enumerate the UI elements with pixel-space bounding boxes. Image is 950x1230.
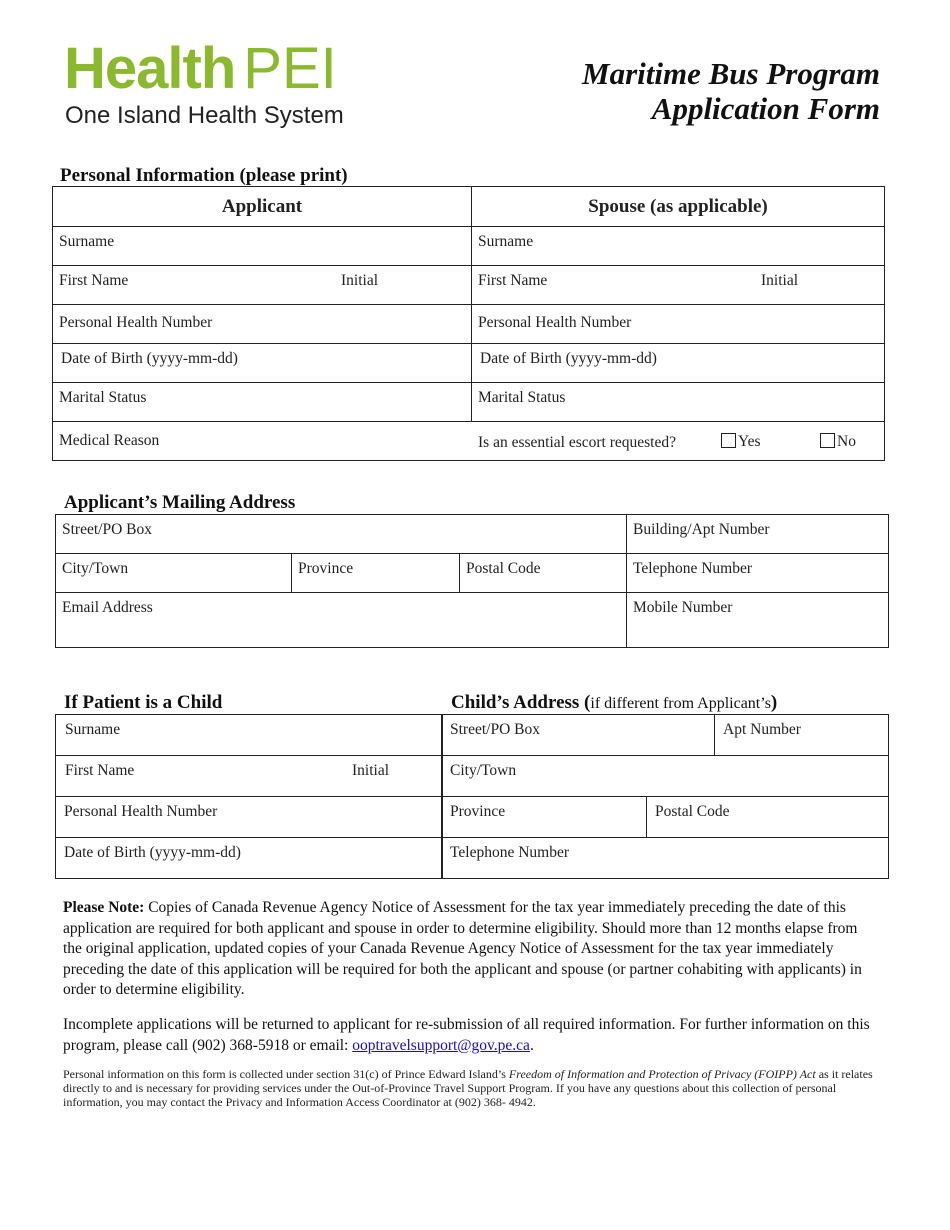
form-title-line2: Application Form [651, 91, 880, 126]
child-info-table [55, 714, 443, 879]
escort-yes-checkbox[interactable] [721, 433, 736, 448]
please-note-paragraph [63, 898, 878, 1001]
applicant-column-header: Applicant [53, 187, 472, 227]
child-province-field[interactable] [442, 797, 647, 838]
applicant-marital-field[interactable] [53, 383, 472, 422]
applicant-surname-field[interactable] [53, 227, 472, 266]
mailing-province-field[interactable] [292, 554, 460, 593]
mailing-postal-label: Postal Code [466, 560, 541, 577]
mailing-telephone-field[interactable] [627, 554, 889, 593]
child-address-heading-note: if different from Applicant’s [590, 695, 771, 712]
privacy-text-2: as it relates directly to and is necessary for providing services under the Out-of-Province Travel Support Program. If you have any questions about this collection of personal information, you may contact the Privacy and Information Access Coordinator at (902) 368- 4942. [63, 1067, 873, 1109]
child-apt-field[interactable] [715, 715, 889, 756]
privacy-text-1: Personal information on this form is collected under section 31(c) of Prince Edward Island’s [63, 1067, 509, 1081]
personal-info-heading [60, 165, 348, 187]
please-note-label: Please Note: [63, 899, 145, 916]
mailing-building-label: Building/Apt Number [633, 521, 770, 538]
mailing-city-label: City/Town [62, 560, 129, 577]
child-dob-field[interactable] [56, 838, 443, 879]
escort-no-label: No [837, 433, 856, 450]
applicant-phn-field[interactable] [53, 305, 472, 344]
child-telephone-field[interactable] [442, 838, 889, 879]
applicant-surname-label: Surname [59, 233, 115, 250]
medical-reason-row[interactable] [53, 422, 885, 461]
child-city-label: City/Town [450, 762, 517, 779]
privacy-act-name: Freedom of Information and Protection of Privacy (FOIPP) Act [508, 1067, 816, 1081]
medical-reason-label: Medical Reason [59, 432, 160, 449]
child-phn-field[interactable] [56, 797, 443, 838]
child-heading: If Patient is a Child [64, 692, 223, 713]
child-phn-label: Personal Health Number [64, 803, 218, 820]
mailing-street-label: Street/PO Box [62, 521, 152, 538]
form-title [582, 56, 880, 126]
applicant-dob-field[interactable] [53, 344, 472, 383]
mailing-street-field[interactable] [56, 515, 627, 554]
mailing-email-label: Email Address [62, 599, 153, 616]
logo-pei-text: PEI [243, 36, 337, 101]
escort-no-checkbox[interactable] [820, 433, 835, 448]
child-telephone-label: Telephone Number [450, 844, 569, 861]
incomplete-period: . [529, 1036, 534, 1054]
escort-question: Is an essential escort requested? [478, 434, 676, 451]
applicant-dob-label: Date of Birth (yyyy-mm-dd) [61, 350, 238, 367]
child-first-name-label: First Name [65, 762, 135, 779]
mailing-address-table [55, 514, 889, 648]
spouse-phn-field[interactable] [472, 305, 885, 344]
child-address-table [441, 714, 889, 879]
child-initial-label: Initial [352, 762, 390, 779]
logo-health-text: Health [64, 36, 236, 101]
child-address-heading-text: Child’s Address ( [451, 692, 591, 713]
spouse-marital-field[interactable] [472, 383, 885, 422]
child-province-label: Province [450, 803, 506, 820]
mailing-address-heading: Applicant’s Mailing Address [64, 492, 296, 513]
mailing-building-field[interactable] [627, 515, 889, 554]
applicant-phn-label: Personal Health Number [59, 314, 213, 331]
child-street-field[interactable] [442, 715, 715, 756]
spouse-marital-label: Marital Status [478, 389, 566, 406]
child-address-heading [451, 692, 777, 714]
privacy-notice [63, 1067, 878, 1109]
mailing-telephone-label: Telephone Number [633, 560, 753, 577]
child-city-field[interactable] [442, 756, 889, 797]
health-pei-logo [64, 36, 337, 101]
please-note-text: Copies of Canada Revenue Agency Notice of Assessment for the tax year immediately preceding the date of this application are required for both applicant and spouse in order to determine eligibility. Should more than 12 months elapse from the original application, updated copies of your Canada Revenue Agency Notice of Assessment for the tax year immediately preceding the date of this application will be required for both the applicant and spouse (or partner cohabiting with applicants) in order to determine eligibility. [63, 899, 862, 998]
personal-info-table [52, 186, 885, 461]
child-surname-label: Surname [65, 721, 121, 738]
child-first-name-field[interactable] [56, 756, 443, 797]
escort-yes-option[interactable] [721, 433, 761, 451]
incomplete-applications-paragraph [63, 1015, 878, 1056]
form-title-line1: Maritime Bus Program [582, 56, 880, 91]
spouse-initial-label: Initial [761, 272, 799, 289]
support-email-link[interactable]: ooptravelsupport@gov.pe.ca [352, 1036, 530, 1054]
child-dob-label: Date of Birth (yyyy-mm-dd) [64, 844, 241, 861]
applicant-initial-label: Initial [341, 272, 379, 289]
personal-info-heading-text: Personal Information [60, 165, 235, 186]
spouse-column-header: Spouse (as applicable) [472, 187, 885, 227]
spouse-surname-label: Surname [478, 233, 534, 250]
personal-info-heading-note: (please print) [239, 165, 348, 186]
mailing-postal-field[interactable] [460, 554, 627, 593]
spouse-dob-label: Date of Birth (yyyy-mm-dd) [480, 350, 657, 367]
child-postal-field[interactable] [647, 797, 889, 838]
spouse-dob-field[interactable] [472, 344, 885, 383]
child-surname-field[interactable] [56, 715, 443, 756]
escort-no-option[interactable] [820, 433, 856, 451]
applicant-marital-label: Marital Status [59, 389, 147, 406]
applicant-first-name-label: First Name [59, 272, 129, 289]
spouse-first-name-label: First Name [478, 272, 548, 289]
child-postal-label: Postal Code [655, 803, 730, 820]
spouse-surname-field[interactable] [472, 227, 885, 266]
mailing-province-label: Province [298, 560, 354, 577]
escort-yes-label: Yes [738, 433, 761, 450]
mailing-mobile-field[interactable] [627, 593, 889, 648]
spouse-phn-label: Personal Health Number [478, 314, 632, 331]
incomplete-text: Incomplete applications will be returned to applicant for re-submission of all required information. For further information on this program, please call (902) 368-5918 or email: [63, 1016, 870, 1054]
mailing-mobile-label: Mobile Number [633, 599, 733, 616]
mailing-email-field[interactable] [56, 593, 627, 648]
applicant-first-name-field[interactable] [53, 266, 472, 305]
child-address-heading-close: ) [770, 692, 778, 713]
spouse-first-name-field[interactable] [472, 266, 885, 305]
logo-tagline: One Island Health System [65, 102, 344, 129]
child-street-label: Street/PO Box [450, 721, 540, 738]
child-apt-label: Apt Number [723, 721, 801, 738]
mailing-city-field[interactable] [56, 554, 292, 593]
